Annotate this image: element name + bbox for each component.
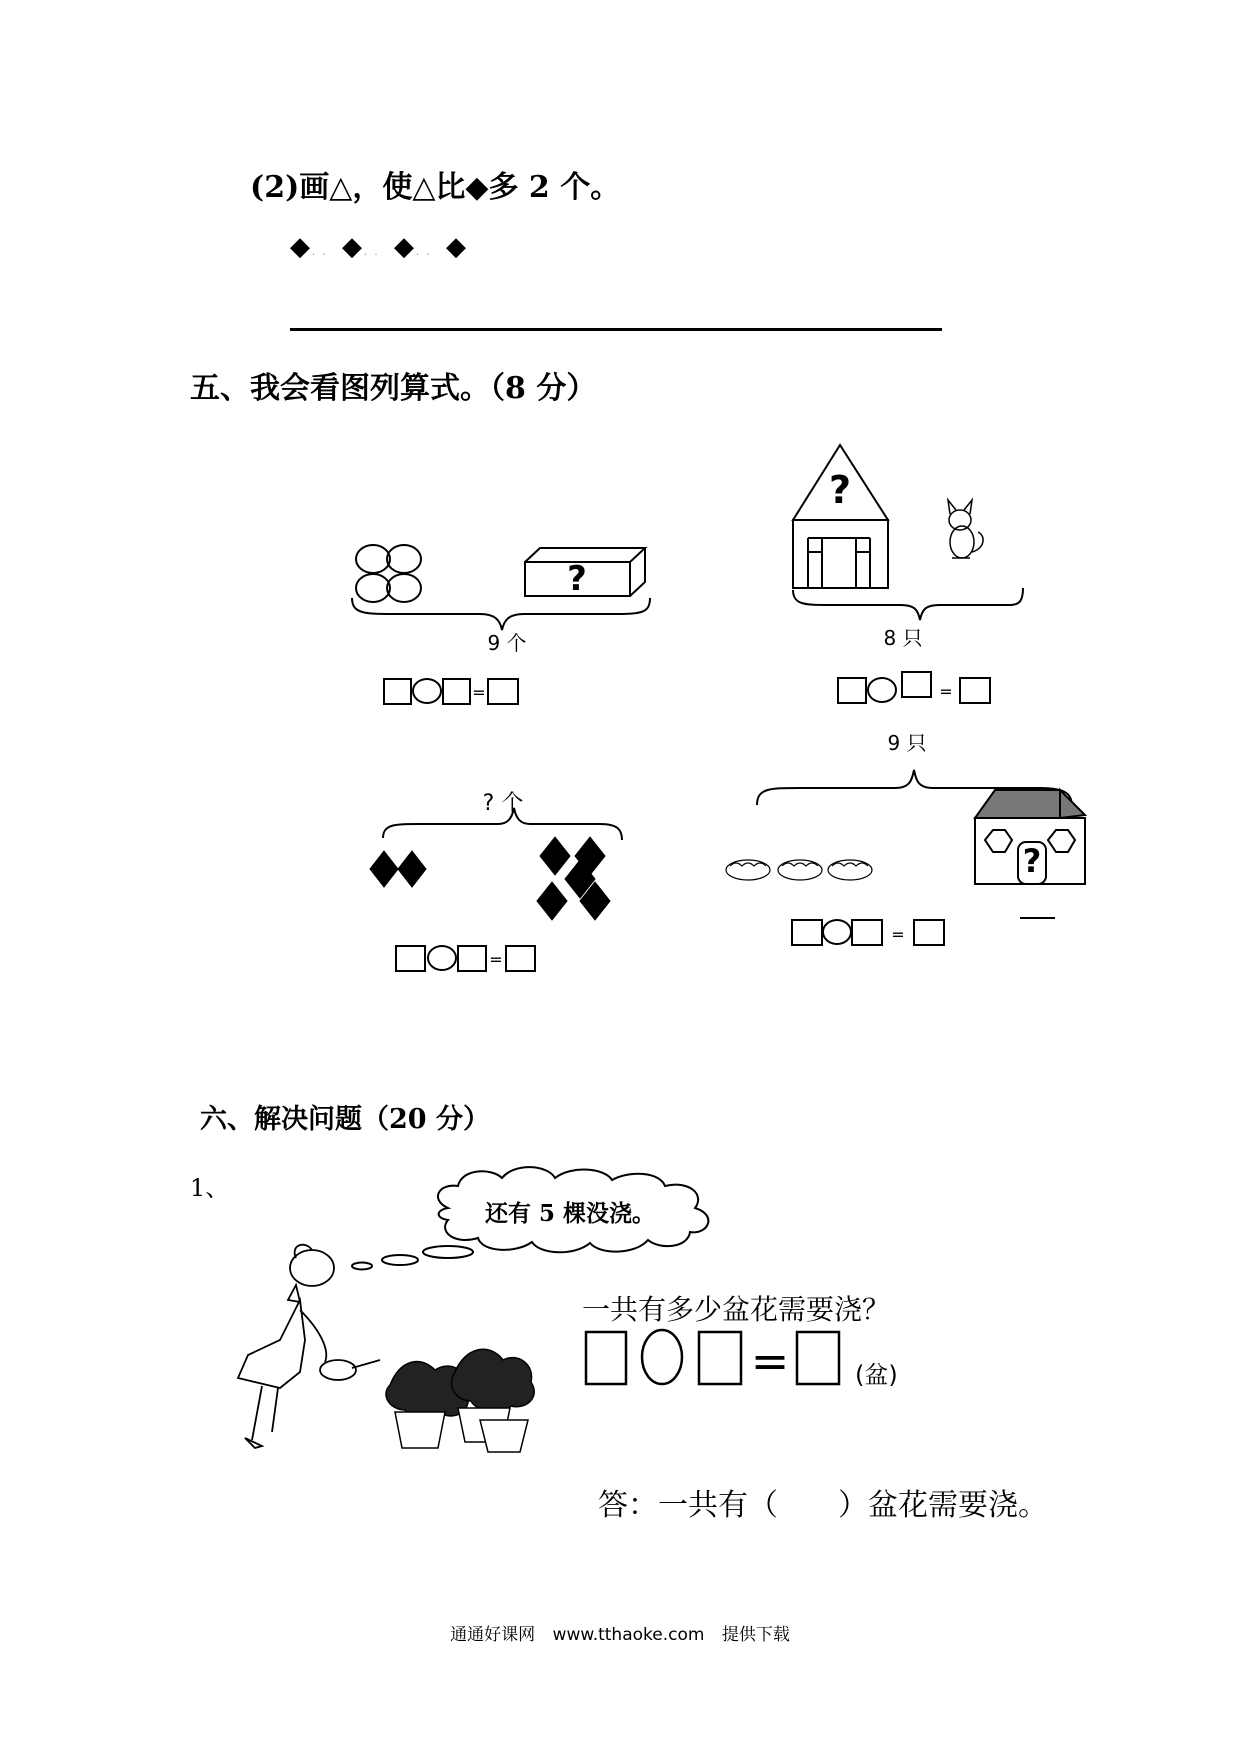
- equation-boxes-1: [384, 679, 518, 704]
- equals-sign-1: =: [472, 683, 486, 702]
- brace-9-items: [352, 598, 650, 630]
- diamond-icon: ◆: [394, 232, 416, 262]
- equals-sign-large: =: [750, 1334, 790, 1388]
- sheep-icons: [726, 860, 872, 880]
- diamond-row: ◆. . ◆. . ◆. . ◆: [290, 232, 468, 262]
- footer-site-name: 通通好课网: [450, 1625, 536, 1645]
- item-number: 1、: [190, 1174, 230, 1202]
- cat-icon: [948, 500, 983, 558]
- question-2-text: (2)画△，使△比◆多 2 个。: [250, 170, 621, 205]
- section-5-title: 五、我会看图列算式。（8 分）: [190, 371, 597, 406]
- diamond-icon: ◆: [446, 232, 468, 262]
- label-9-animals: 9 只: [887, 731, 927, 755]
- equation-boxes-3: [396, 946, 535, 971]
- question-mark-barn: ?: [1022, 842, 1042, 880]
- question-text: 一共有多少盆花需要浇？: [582, 1293, 891, 1326]
- diamond-icon: ◆: [290, 232, 312, 262]
- equals-sign-4: =: [891, 925, 905, 944]
- diamond-icon: ◆: [342, 232, 364, 262]
- house-icon: [793, 445, 888, 588]
- section-6-title: 六、解决问题（20 分）: [200, 1104, 490, 1135]
- footer-url[interactable]: www.tthaoke.com: [552, 1625, 705, 1645]
- brace-8-animals: [793, 588, 1023, 620]
- equals-sign-2: =: [939, 682, 953, 701]
- equation-boxes-4: [792, 920, 944, 945]
- question-mark-box: ?: [567, 559, 587, 599]
- circles-group-icon: [356, 545, 421, 602]
- thought-text: 还有 5 棵没浇。: [484, 1200, 656, 1227]
- equation-boxes-large: [586, 1330, 839, 1384]
- label-9-items: 9 个: [487, 631, 527, 655]
- question-mark-house: ?: [828, 468, 852, 512]
- label-unknown-count: ? 个: [482, 791, 524, 816]
- equation-boxes-2: [838, 672, 990, 703]
- footer-suffix: 提供下载: [721, 1625, 790, 1645]
- unit-label: (盆): [855, 1361, 898, 1389]
- girl-watering-icon: [238, 1245, 380, 1448]
- flower-pots-icon: [386, 1349, 534, 1452]
- answer-sentence: 答：一共有（ ）盆花需要浇。: [598, 1488, 1048, 1523]
- black-diamond-icons: [370, 837, 610, 920]
- label-8-animals: 8 只: [883, 626, 923, 650]
- footer: [0, 1620, 1240, 1645]
- equals-sign-3: =: [489, 950, 503, 969]
